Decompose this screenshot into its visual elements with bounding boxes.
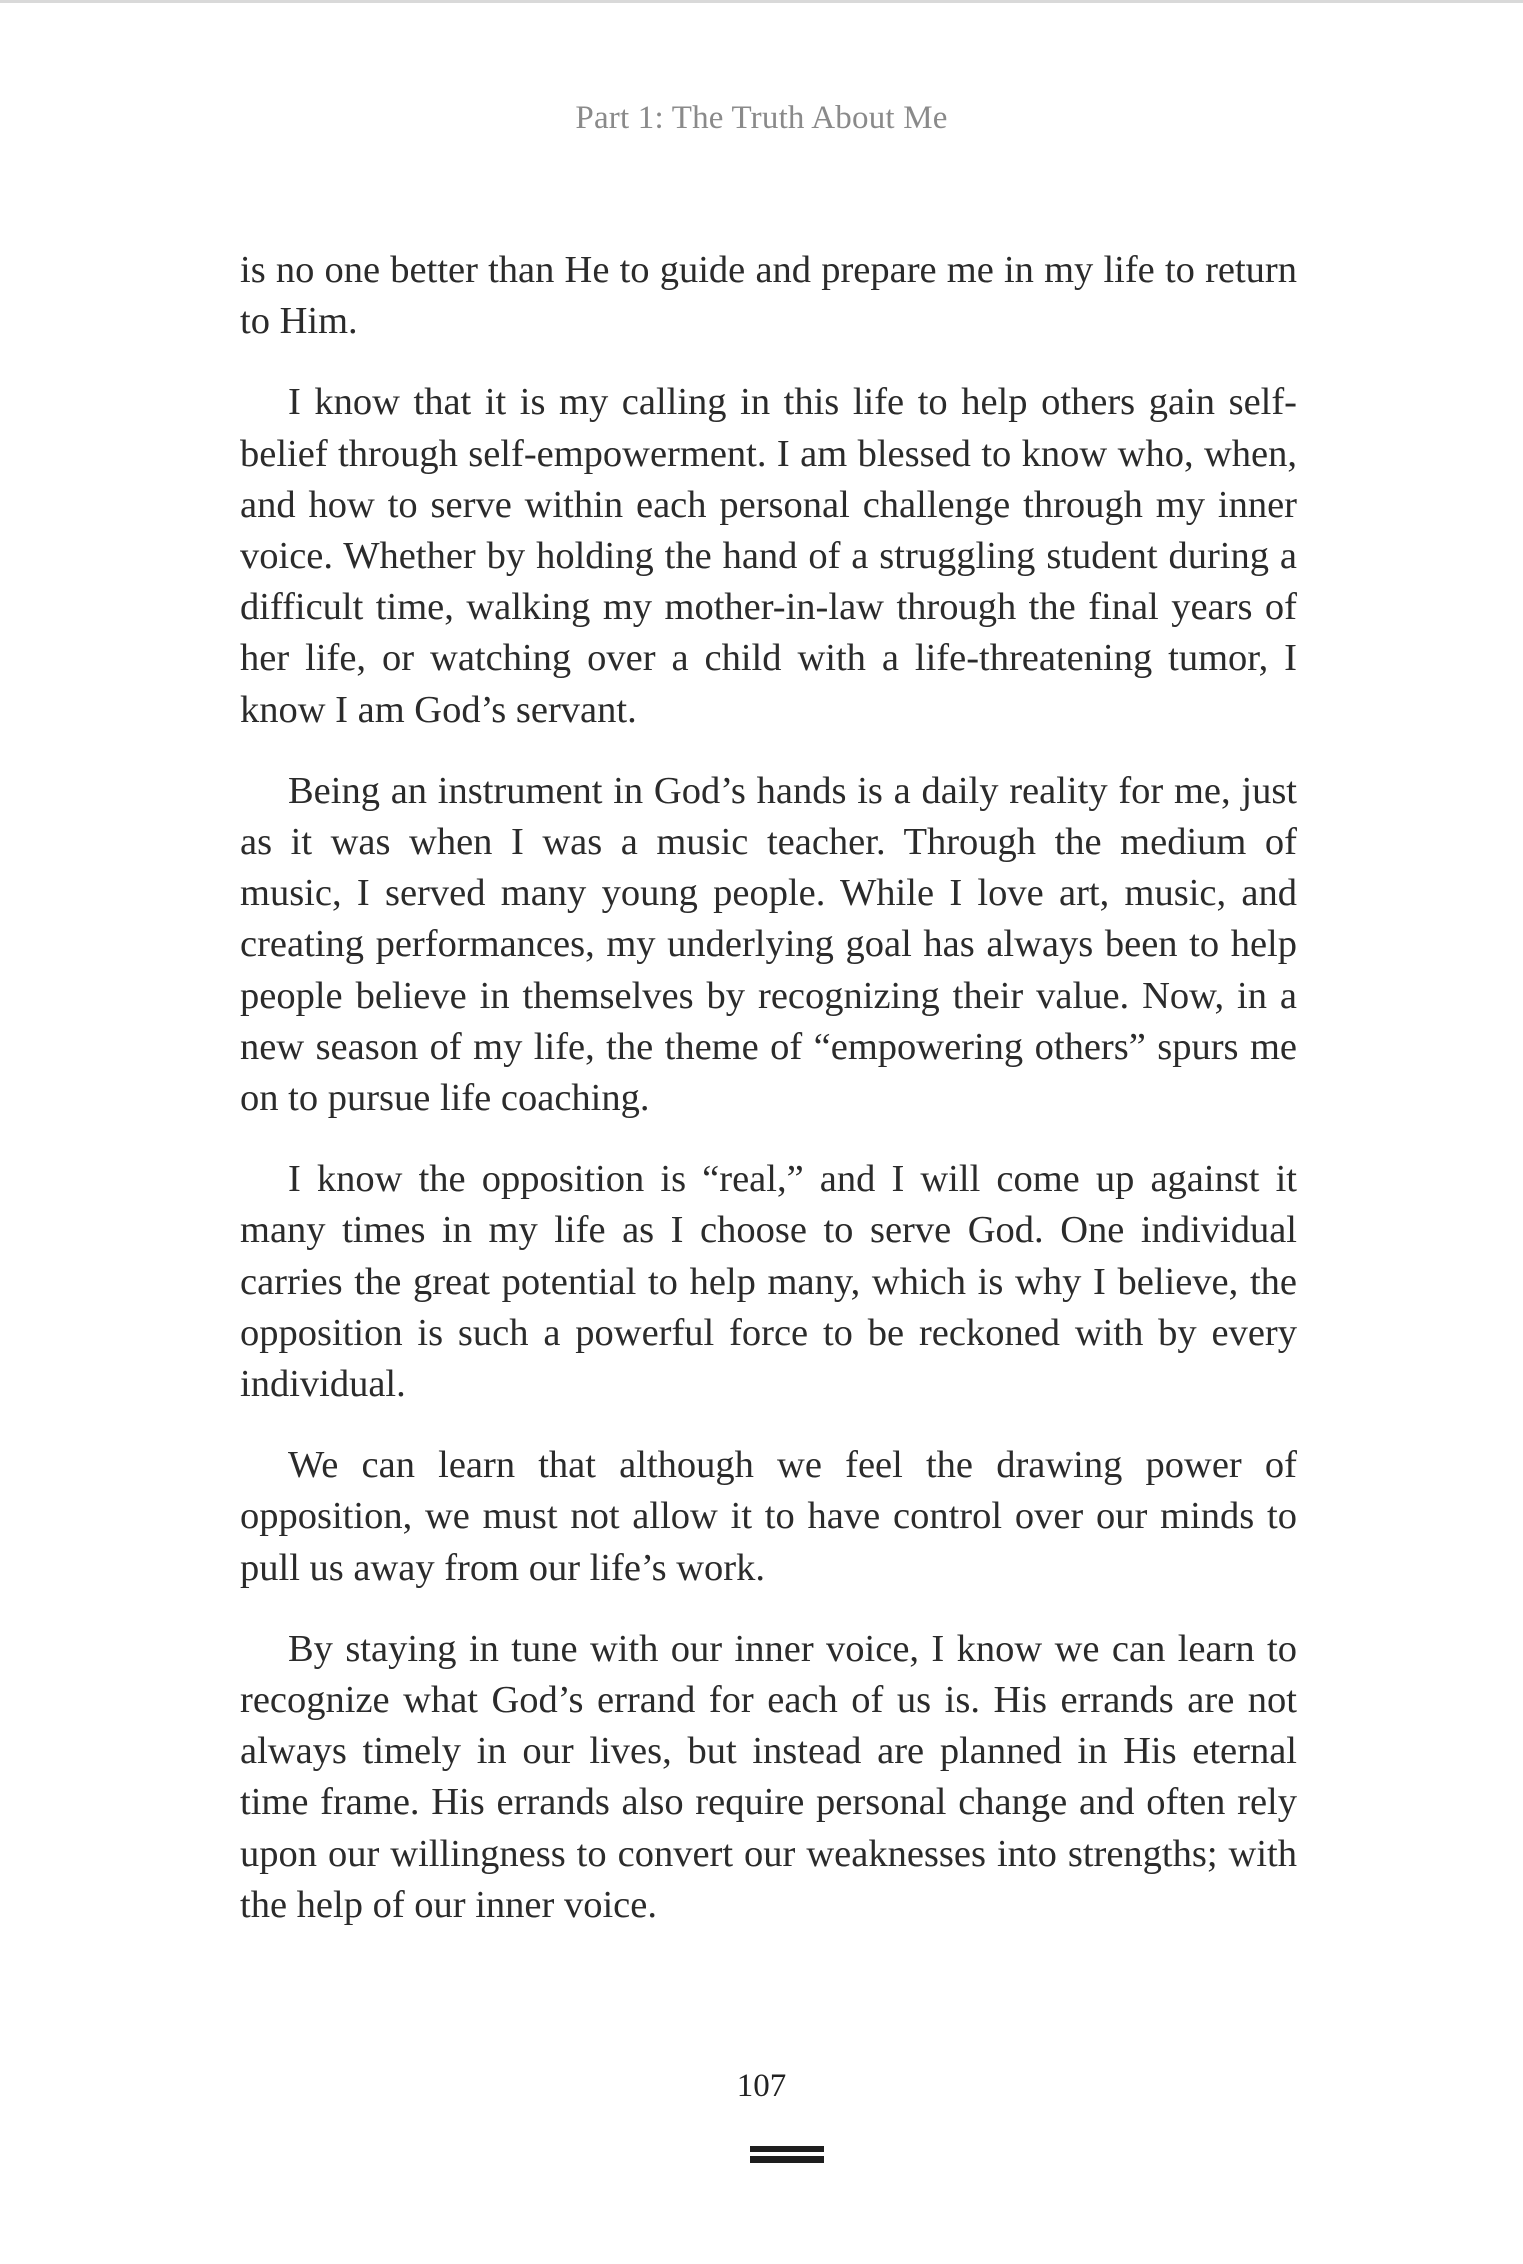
ornament-bar-top [750, 2146, 824, 2152]
paragraph-1: is no one better than He to guide and prepare me in my life to return to Him. [240, 249, 1297, 343]
page-ornament-bars [750, 2146, 824, 2166]
ornament-bar-bottom [750, 2156, 824, 2163]
paragraph-4: I know the opposition is “real,” and I will come up against it many times in my life as I choose to serve God. One individual carries the great potential to help many, which is why I believe, the opposition is such a powerful force to be reckoned with by every individual. [240, 1158, 1297, 1406]
paragraph-5: We can learn that although we feel the drawing power of opposition, we must not allow it to have control over our minds to pull us away from our life’s work. [240, 1444, 1297, 1589]
running-head: Part 1: The Truth About Me [575, 100, 948, 136]
top-edge-rule [0, 0, 1523, 3]
page-number: 107 [736, 2068, 787, 2104]
paragraph-3: Being an instrument in God’s hands is a daily reality for me, just as it was when I was a music teacher. Through the medium of music, I served many young people. While I love art, music, and creating performances, my underlying goal has always been to help people believe in themselves by recognizing their value. Now, in a new season of my life, the theme of “empowering others” spurs me on to pursue life coaching. [240, 769, 1297, 1120]
body-text [240, 245, 1297, 1961]
paragraph-6: By staying in tune with our inner voice, I know we can learn to recognize what God’s errand for each of us is. His errands are not always timely in our lives, but instead are planned in His eternal time frame. His errands also require personal change and often rely upon our willingness to convert our weaknesses into strengths; with the help of our inner voice. [240, 1627, 1297, 1926]
paragraph-2: I know that it is my calling in this life to help others gain self-belief through self-empowerment. I am blessed to know who, when, and how to serve within each personal challenge through my inner voice. Whether by holding the hand of a struggling student during a difficult time, walking my mother-in-law through the final years of her life, or watching over a child with a life-threatening tumor, I know I am God’s servant. [240, 381, 1297, 731]
